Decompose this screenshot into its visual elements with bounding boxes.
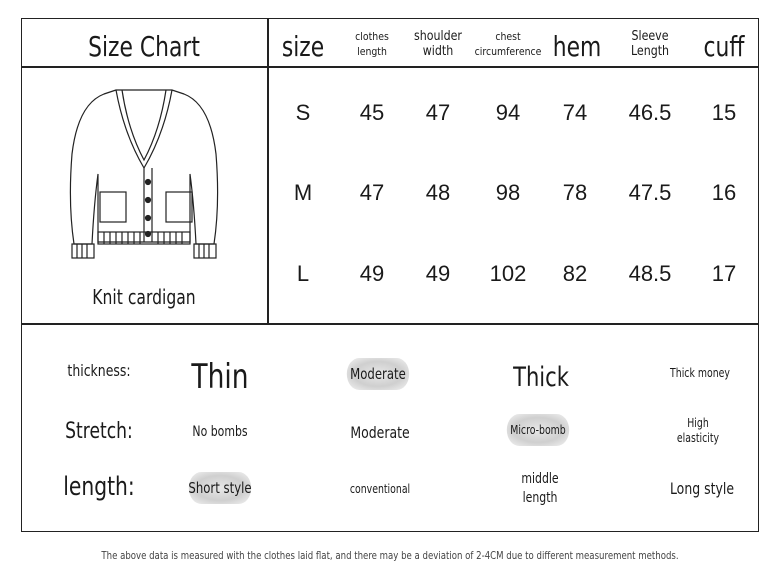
row-size: M (293, 180, 313, 205)
header-sleeve-length: Sleeve Length (630, 29, 670, 59)
header-hem: hem (552, 29, 602, 63)
thickness-option-thin: Thin (191, 357, 249, 397)
length-option-short-style: Short style (189, 472, 251, 504)
row-chest: 94 (495, 100, 521, 125)
row-shoulder-width: 48 (425, 180, 451, 205)
row-size: S (295, 100, 311, 125)
row-sleeve: 48.5 (628, 261, 672, 286)
row-cuff: 17 (711, 261, 737, 286)
row-sleeve: 46.5 (628, 100, 672, 125)
stretch-option-moderate: Moderate (350, 422, 410, 442)
row-shoulder-width: 49 (425, 261, 451, 286)
thickness-option-moderate: Moderate (347, 358, 409, 390)
row-cuff: 15 (711, 100, 737, 125)
row-cuff: 16 (711, 180, 737, 205)
row-chest: 102 (489, 261, 527, 286)
thickness-label: thickness: (67, 360, 131, 380)
row-sleeve: 47.5 (628, 180, 672, 205)
length-option-long-style: Long style (669, 478, 735, 498)
stretch-option-micro-bomb: Micro-bomb (507, 414, 569, 446)
row-hem: 82 (562, 261, 588, 286)
row-chest: 98 (495, 180, 521, 205)
row-hem: 78 (562, 180, 588, 205)
row-clothes-length: 49 (359, 261, 385, 286)
stretch-label: Stretch: (65, 418, 133, 444)
header-clothes-length: clothes length (355, 30, 389, 58)
stretch-option-no-bombs: No bombs (192, 424, 248, 440)
stretch-option-high-elasticity: High elasticity (676, 416, 720, 445)
measurement-footnote: The above data is measured with the clothes laid flat, and there may be a deviation of 2-4CM due to different measurement methods. (101, 548, 679, 562)
header-shoulder-width: shoulder width (414, 29, 462, 59)
header-size: size (281, 29, 325, 63)
section-divider (21, 323, 759, 325)
chart-title: Size Chart (88, 29, 200, 63)
length-label: length: (63, 472, 135, 502)
thickness-option-thick: Thick (513, 361, 569, 393)
thickness-option-thick-money: Thick money (670, 366, 730, 380)
row-shoulder-width: 47 (425, 100, 451, 125)
header-chest: chest circumference (474, 30, 542, 58)
length-option-conventional: conventional (349, 482, 411, 496)
cardigan-icon (64, 84, 224, 266)
row-clothes-length: 45 (359, 100, 385, 125)
product-caption: Knit cardigan (92, 285, 196, 309)
header-cuff: cuff (703, 29, 745, 63)
length-option-middle-length: middle length (521, 471, 559, 506)
row-hem: 74 (562, 100, 588, 125)
row-clothes-length: 47 (359, 180, 385, 205)
row-size: L (296, 261, 310, 286)
